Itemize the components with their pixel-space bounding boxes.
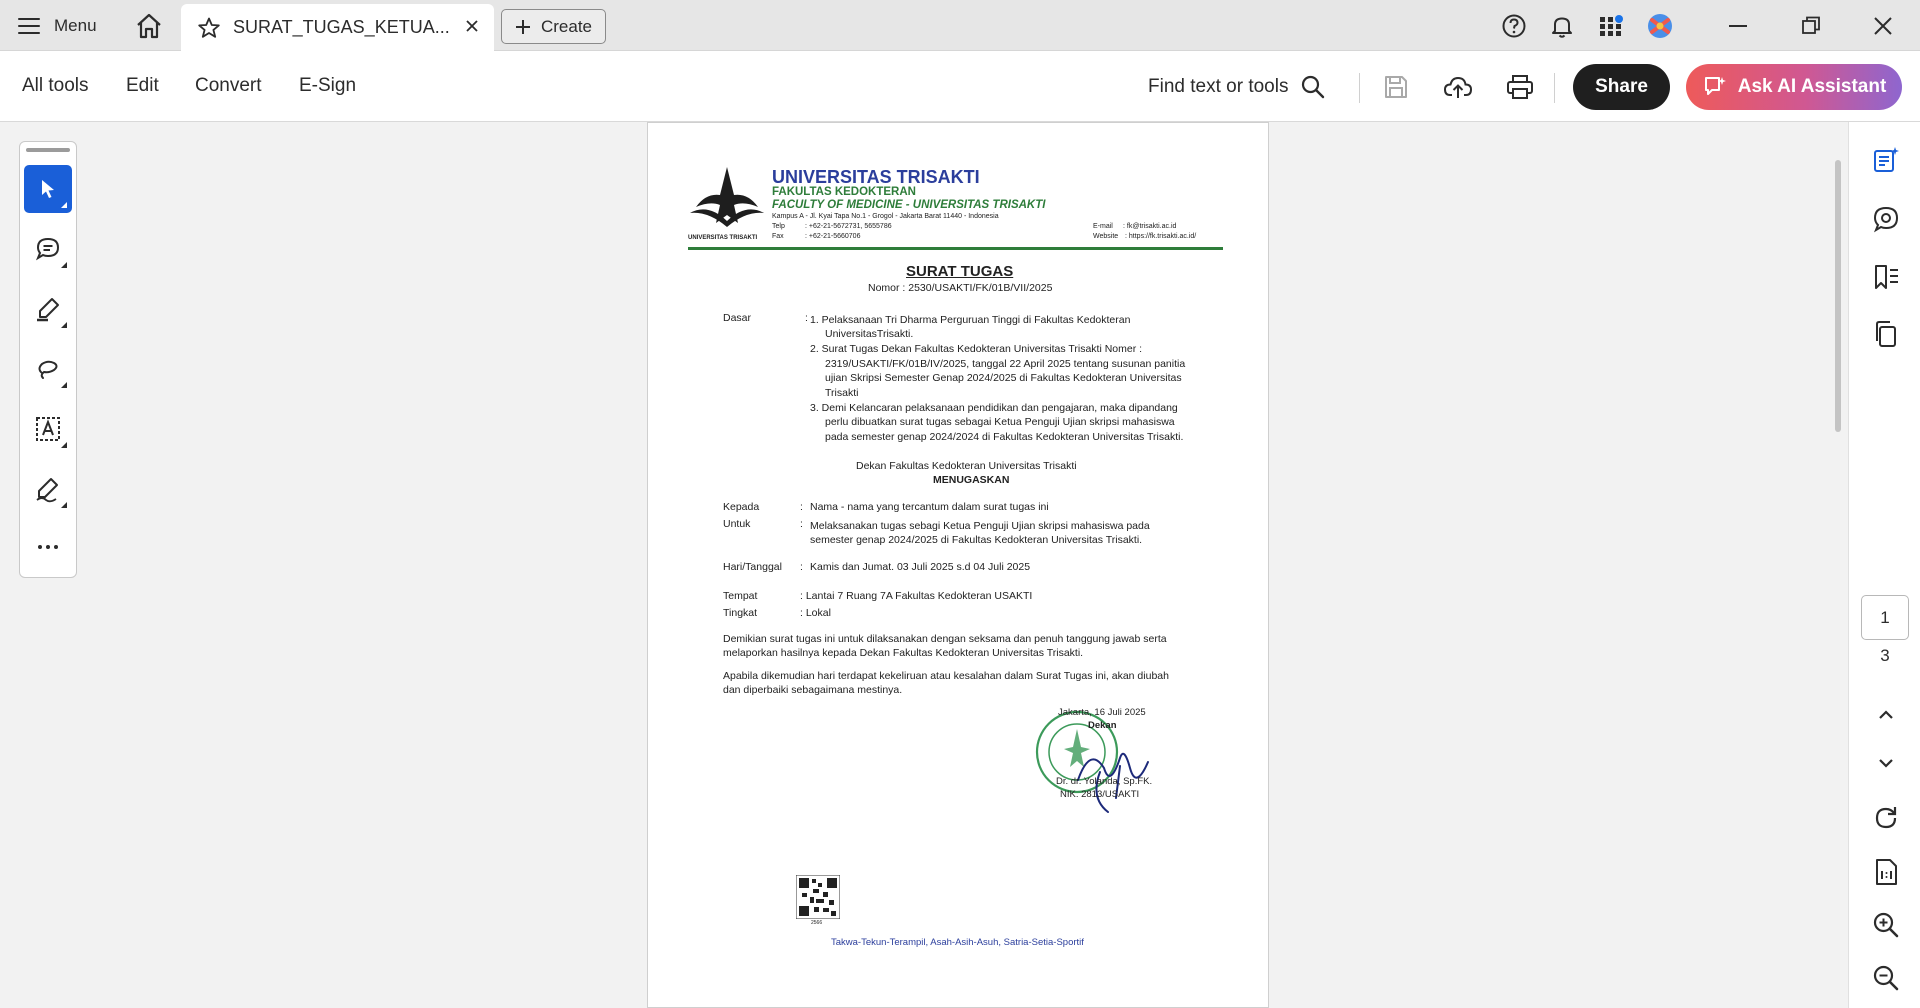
highlighter-icon — [34, 295, 62, 323]
apps-grid-icon[interactable] — [1597, 12, 1625, 40]
kepada-value: Nama - nama yang tercantum dalam surat tugas ini — [810, 501, 1049, 513]
tool-options-indicator — [61, 322, 67, 328]
previous-page-chevron-up-icon[interactable] — [1871, 700, 1901, 730]
current-page-input[interactable] — [1861, 595, 1909, 640]
more-dots-icon — [36, 543, 60, 551]
vertical-scrollbar[interactable] — [1832, 122, 1848, 1008]
zoom-in-icon[interactable] — [1871, 910, 1901, 940]
bookmarks-icon[interactable] — [1871, 262, 1901, 292]
closing-paragraph-line: Demikian surat tugas ini untuk dilaksanakan dengan seksama dan penuh tanggung jawab serta — [723, 633, 1167, 645]
ai-assistant-icon — [1702, 74, 1728, 100]
faculty-name-english: FACULTY OF MEDICINE - UNIVERSITAS TRISAKTI — [772, 199, 1046, 211]
toolbar-divider — [1359, 73, 1360, 103]
current-page-number: 1 — [1880, 607, 1890, 627]
actual-size-icon[interactable] — [1871, 857, 1901, 887]
fill-sign-tool[interactable] — [24, 465, 72, 513]
hari-tanggal-value: Kamis dan Jumat. 03 Juli 2025 s.d 04 Juli 2025 — [810, 561, 1031, 573]
total-pages: 3 — [1880, 646, 1890, 665]
ask-ai-assistant-button[interactable] — [1686, 64, 1902, 110]
menugaskan-heading: MENUGASKAN — [933, 474, 1010, 486]
tingkat-label: Tingkat — [723, 607, 758, 619]
signer-nik: NIK. 2813/USAKTI — [1060, 789, 1140, 800]
hari-tanggal-label: Hari/Tanggal — [723, 561, 782, 573]
dasar-line: UniversitasTrisakti. — [825, 328, 914, 340]
more-tools-button[interactable] — [24, 523, 72, 571]
text-recognize-tool[interactable] — [24, 405, 72, 453]
tool-options-indicator — [61, 202, 67, 208]
logo-caption: UNIVERSITAS TRISAKTI — [688, 235, 758, 241]
all-tools-menu[interactable]: All tools — [22, 75, 89, 96]
untuk-line: Melaksanakan tugas sebagi Ketua Penguji Ujian skripsi mahasiswa pada — [810, 520, 1150, 532]
letter-title: SURAT TUGAS — [906, 263, 1014, 280]
closing-paragraph-line: Apabila dikemudian hari terdapat kekeliruan atau kesalahan dalam Surat Tugas ini, akan diubah — [723, 670, 1169, 682]
select-tool[interactable] — [24, 165, 72, 213]
email-label: E-mail — [1093, 223, 1113, 230]
handwritten-signature — [1060, 728, 1170, 816]
highlight-tool[interactable] — [24, 285, 72, 333]
signer-name: Dr. dr. Yolanda, Sp.FK. — [1056, 776, 1153, 787]
draw-tool[interactable] — [24, 345, 72, 393]
menu-button[interactable] — [18, 0, 97, 51]
email-value: : fk@trisakti.ac.id — [1123, 223, 1177, 230]
closing-paragraph-line: melaporkan hasilnya kepada Dekan Fakultas Kedokteran Universitas Trisakti. — [723, 647, 1084, 659]
sign-place-date: Jakarta, 16 Juli 2025 — [1058, 707, 1146, 718]
university-name: UNIVERSITAS TRISAKTI — [772, 167, 980, 187]
document-tab-title: SURAT_TUGAS_KETUA... — [233, 17, 450, 37]
share-label: Share — [1595, 76, 1648, 97]
star-icon[interactable] — [197, 16, 221, 40]
qr-caption: 2566 — [811, 920, 823, 926]
rotate-icon[interactable] — [1871, 803, 1901, 833]
scrollbar-thumb[interactable] — [1835, 160, 1841, 432]
tool-options-indicator — [61, 502, 67, 508]
untuk-line: semester genap 2024/2025 di Fakultas Kedokteran Universitas Trisakti. — [810, 534, 1143, 546]
find-text-or-tools[interactable] — [1148, 74, 1326, 100]
upload-cloud-icon[interactable] — [1443, 72, 1473, 102]
ai-summary-icon[interactable] — [1871, 145, 1901, 175]
dasar-line: Trisakti — [825, 387, 859, 399]
tool-options-indicator — [61, 442, 67, 448]
sign-title: Dekan — [1088, 720, 1117, 731]
create-button[interactable] — [501, 9, 606, 44]
title-bar — [0, 0, 1920, 51]
dasar-line: ujian Skripsi Semester Genap 2024/2025 di Fakultas Kedokteran Universitas — [825, 372, 1182, 384]
plus-icon — [515, 19, 531, 35]
hamburger-icon — [18, 18, 40, 34]
kepada-label: Kepada — [723, 501, 760, 513]
fax-value: : +62-21-5660706 — [805, 233, 861, 240]
tool-options-indicator — [61, 262, 67, 268]
comments-icon[interactable] — [1871, 204, 1901, 234]
tingkat-value: : Lokal — [800, 607, 831, 619]
dasar-line: pada semester genap 2024/2024 di Fakultas Kedokteran Universitas Trisakti. — [825, 431, 1184, 443]
letter-number: Nomor : 2530/USAKTI/FK/01B/VII/2025 — [868, 282, 1053, 294]
dasar-line: 3. Demi Kelancaran pelaksanaan pendidikan dan pengajaran, maka dipandang — [810, 402, 1178, 414]
minimize-window-icon[interactable] — [1724, 12, 1752, 40]
share-button[interactable] — [1573, 64, 1670, 110]
qr-code — [796, 875, 840, 919]
next-page-chevron-down-icon[interactable] — [1871, 748, 1901, 778]
dekan-line: Dekan Fakultas Kedokteran Universitas Trisakti — [856, 460, 1077, 472]
ai-label: Ask AI Assistant — [1737, 76, 1887, 97]
dasar-line: 2319/USAKTI/FK/01B/IV/2025, tanggal 22 April 2025 tentang susunan panitia — [825, 358, 1186, 370]
hari-colon: : — [800, 561, 803, 573]
save-icon[interactable] — [1382, 73, 1410, 101]
print-icon[interactable] — [1505, 72, 1535, 102]
menu-label: Menu — [54, 15, 97, 35]
close-window-icon[interactable] — [1869, 12, 1897, 40]
letterhead-rule — [688, 247, 1223, 250]
tempat-label: Tempat — [723, 590, 758, 602]
dasar-line: perlu dibuatkan surat tugas sebagai Ketua Penguji Ujian skripsi mahasiswa — [825, 416, 1175, 428]
right-side-rail — [1848, 122, 1920, 1008]
website-value: : https://fk.trisakti.ac.id/ — [1125, 233, 1197, 240]
comment-icon — [34, 235, 62, 263]
panel-drag-handle[interactable] — [26, 148, 70, 152]
notifications-bell-icon[interactable] — [1548, 12, 1576, 40]
search-icon — [1300, 74, 1326, 100]
kepada-colon: : — [800, 501, 803, 513]
closing-paragraph-line: dan diperbaiki sebagaimana mestinya. — [723, 684, 903, 696]
restore-window-icon[interactable] — [1797, 12, 1825, 40]
main-toolbar — [0, 51, 1920, 122]
find-label: Find text or tools — [1148, 76, 1289, 97]
document-page[interactable] — [647, 122, 1269, 1008]
convert-menu[interactable]: Convert — [195, 75, 262, 96]
dasar-colon: : — [805, 312, 808, 324]
telp-value: : +62-21-5672731, 5655786 — [805, 223, 892, 230]
close-tab-icon[interactable] — [464, 18, 480, 34]
faculty-address: Kampus A - Jl. Kyai Tapa No.1 - Grogol - Jakarta Barat 11440 - Indonesia — [772, 213, 999, 220]
text-select-box-icon — [34, 415, 62, 443]
freehand-draw-icon — [34, 355, 62, 383]
cursor-arrow-icon — [37, 178, 59, 200]
create-label: Create — [540, 16, 593, 36]
untuk-colon: : — [800, 518, 803, 530]
university-logo — [688, 165, 766, 237]
dasar-label: Dasar — [723, 312, 752, 324]
tool-options-indicator — [61, 382, 67, 388]
page-thumbnails-icon[interactable] — [1871, 319, 1901, 349]
edit-menu[interactable]: Edit — [126, 75, 159, 96]
telp-label: Telp — [772, 223, 785, 230]
dasar-line: 1. Pelaksanaan Tri Dharma Perguruan Tinggi di Fakultas Kedokteran — [810, 314, 1131, 326]
user-avatar-icon[interactable] — [1646, 12, 1674, 40]
zoom-out-icon[interactable] — [1871, 963, 1901, 993]
quick-tools-panel — [19, 141, 77, 578]
website-label: Website — [1093, 233, 1119, 240]
dasar-line: 2. Surat Tugas Dekan Fakultas Kedokteran Universitas Trisakti Nomer : — [810, 343, 1143, 355]
fax-label: Fax — [772, 233, 784, 240]
toolbar-divider — [1554, 73, 1555, 103]
tempat-value: : Lantai 7 Ruang 7A Fakultas Kedokteran USAKTI — [800, 590, 1033, 602]
signature-pen-icon — [34, 475, 62, 503]
e-sign-menu[interactable]: E-Sign — [299, 75, 357, 96]
add-comment-tool[interactable] — [24, 225, 72, 273]
university-motto: Takwa-Tekun-Terampil, Asah-Asih-Asuh, Satria-Setia-Sportif — [831, 937, 1084, 948]
faculty-name: FAKULTAS KEDOKTERAN — [772, 186, 916, 198]
document-tab[interactable] — [181, 4, 494, 51]
home-icon[interactable] — [134, 11, 164, 41]
untuk-label: Untuk — [723, 518, 751, 530]
help-icon[interactable] — [1500, 12, 1528, 40]
